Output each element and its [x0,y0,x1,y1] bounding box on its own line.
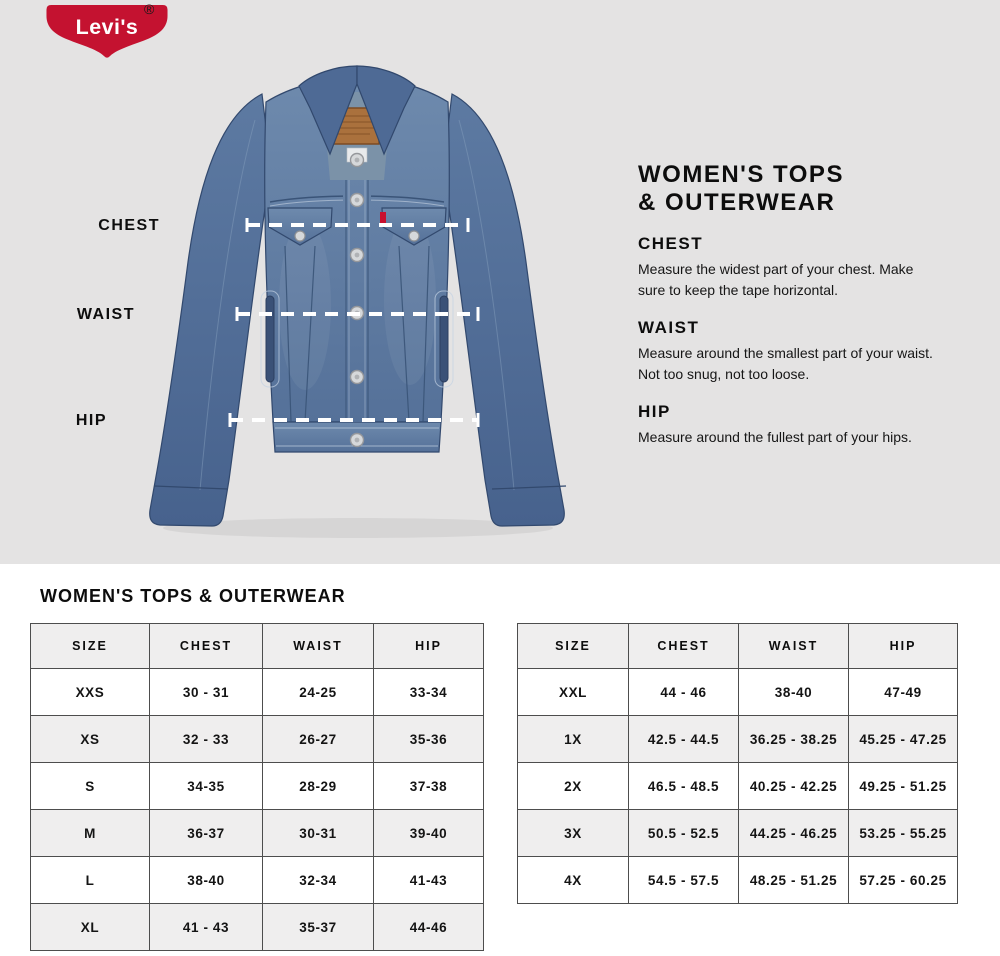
size-cell: 4X [518,857,629,904]
hip-cell: 37-38 [374,763,484,810]
table-row [31,669,484,716]
hip-cell: 33-34 [374,669,484,716]
table-row [31,716,484,763]
hip-cell: 53.25 - 55.25 [849,810,958,857]
hip-label: HIP [75,412,107,429]
table-header-row [31,624,484,669]
size-cell: 3X [518,810,629,857]
waist-cell: 36.25 - 38.25 [739,716,849,763]
info-title-line1: WOMEN'S TOPS [638,161,844,188]
section-body: Measure the widest part of your chest. Make sure to keep the tape horizontal. [638,261,914,298]
waist-cell: 44.25 - 46.25 [739,810,849,857]
size-cell: L [31,857,150,904]
chest-cell: 36-37 [150,810,263,857]
hip-cell: 45.25 - 47.25 [849,716,958,763]
jacket-illustration [150,66,566,538]
size-cell: 2X [518,763,629,810]
chest-cell: 38-40 [150,857,263,904]
chest-cell: 50.5 - 52.5 [629,810,739,857]
denim-jacket-image [100,50,620,540]
header-cell: HIP [849,624,958,669]
section-heading: WAIST [638,318,700,337]
info-title-line2: & OUTERWEAR [638,189,836,216]
chest-cell: 54.5 - 57.5 [629,857,739,904]
size-cell: M [31,810,150,857]
header-cell: SIZE [518,624,629,669]
hip-cell: 47-49 [849,669,958,716]
waist-cell: 28-29 [263,763,374,810]
header-cell: WAIST [739,624,849,669]
size-cell: XL [31,904,150,951]
table-row [518,763,958,810]
header-cell: CHEST [629,624,739,669]
chest-cell: 34-35 [150,763,263,810]
section-body: Measure around the smallest part of your waist. Not too snug, not too loose. [638,345,933,382]
header-cell: CHEST [150,624,263,669]
header-cell: SIZE [31,624,150,669]
hip-cell: 49.25 - 51.25 [849,763,958,810]
table-row [31,810,484,857]
table-row [518,669,958,716]
left-size-table [30,623,484,951]
chest-label: CHEST [98,217,160,234]
hip-cell: 44-46 [374,904,484,951]
waist-cell: 24-25 [263,669,374,716]
size-cell: XXS [31,669,150,716]
waist-label: WAIST [76,306,135,323]
table-row [518,716,958,763]
chest-cell: 30 - 31 [150,669,263,716]
hip-cell: 39-40 [374,810,484,857]
waist-cell: 35-37 [263,904,374,951]
waist-cell: 30-31 [263,810,374,857]
header-cell: HIP [374,624,484,669]
section-heading: CHEST [638,234,704,253]
table-row [518,810,958,857]
waist-cell: 38-40 [739,669,849,716]
hip-cell: 57.25 - 60.25 [849,857,958,904]
header-cell: WAIST [263,624,374,669]
chart-title: WOMEN'S TOPS & OUTERWEAR [40,586,346,606]
chest-cell: 42.5 - 44.5 [629,716,739,763]
size-cell: XXL [518,669,629,716]
info-section-hip [638,402,938,448]
chest-cell: 32 - 33 [150,716,263,763]
info-section-waist [638,318,938,385]
size-cell: XS [31,716,150,763]
size-cell: 1X [518,716,629,763]
chest-cell: 44 - 46 [629,669,739,716]
info-section-chest [638,234,938,301]
hip-cell: 41-43 [374,857,484,904]
table-row [31,857,484,904]
info-title [638,161,938,217]
section-heading: HIP [638,402,671,421]
waist-cell: 26-27 [263,716,374,763]
section-body: Measure around the fullest part of your hips. [638,429,912,445]
logo-registered-mark: ® [144,1,155,17]
waist-cell: 32-34 [263,857,374,904]
table-row [518,857,958,904]
waist-cell: 40.25 - 42.25 [739,763,849,810]
table-header-row [518,624,958,669]
table-row [31,763,484,810]
hip-cell: 35-36 [374,716,484,763]
size-cell: S [31,763,150,810]
info-panel [638,161,938,448]
chest-cell: 41 - 43 [150,904,263,951]
right-size-table [517,623,958,904]
chest-cell: 46.5 - 48.5 [629,763,739,810]
table-row [31,904,484,951]
logo-wordmark: Levi's [75,14,139,39]
waist-cell: 48.25 - 51.25 [739,857,849,904]
